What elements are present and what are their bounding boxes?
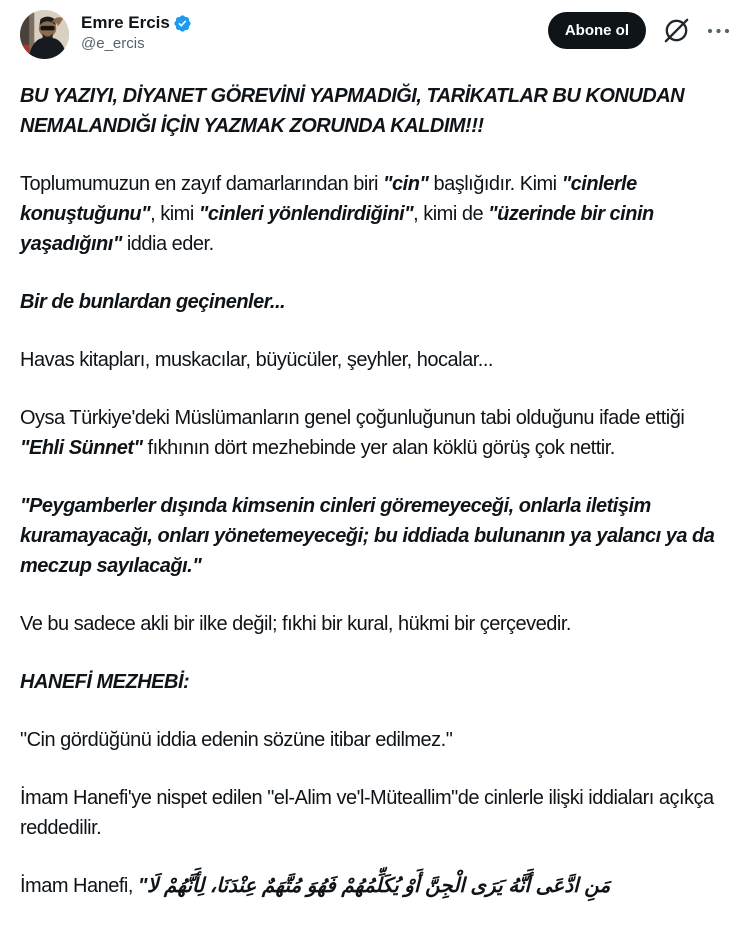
tweet-paragraph <box>20 169 730 259</box>
header-actions <box>548 10 730 49</box>
display-name[interactable]: Emre Ercis <box>81 13 170 32</box>
tweet-paragraph <box>20 783 730 843</box>
tweet-paragraph <box>20 287 730 317</box>
tweet-paragraph <box>20 725 730 755</box>
user-handle[interactable]: @e_ercis <box>81 35 145 52</box>
tweet-regular-text: iddia eder. <box>121 233 214 255</box>
tweet-header <box>20 10 730 59</box>
tweet-regular-text: , kimi de <box>413 203 489 225</box>
tweet-emphasis-text: "cin" <box>383 173 429 195</box>
tweet-paragraph <box>20 491 730 581</box>
tweet-emphasis-text: "Ehli Sünnet" <box>20 437 143 459</box>
tweet-regular-text: Toplumumuzun en zayıf damarlarından biri <box>20 173 384 195</box>
tweet-paragraph <box>20 403 730 463</box>
avatar-image <box>20 10 69 59</box>
tweet-emphasis-text: "üzerinde bir cinin yaşadığını" <box>20 203 654 255</box>
tweet-emphasis-text: BU YAZIYI, DİYANET GÖREVİNİ YAPMADIĞI, TARİKATLAR BU KONUDAN NEMALANDIĞI İÇİN YAZMAK ZORUNDA KALDIM!!! <box>20 85 685 137</box>
more-menu-icon[interactable] <box>707 28 730 34</box>
tweet-regular-text: başlığıdır. Kimi <box>428 173 562 195</box>
tweet-emphasis-text: "cinlerle konuştuğunu" <box>20 173 637 225</box>
tweet-regular-text: İmam Hanefi, <box>20 875 138 897</box>
tweet-paragraph <box>20 345 730 375</box>
tweet-regular-text: Ve bu sadece akli bir ilke değil; fıkhi bir kural, hükmi bir çerçevedir. <box>20 613 571 635</box>
tweet-text <box>20 81 730 901</box>
tweet-emphasis-text: Bir de bunlardan geçinenler... <box>20 291 286 313</box>
tweet-emphasis-text: "Peygamberler dışında kimsenin cinleri göremeyeceği, onlarla iletişim kuramayacağı, onları yönetemeyeceği; bu iddiada bulunanın ya yalancı ya da meczup sayılacağı." <box>20 495 715 577</box>
tweet-regular-text: , kimi <box>150 203 199 225</box>
user-info <box>81 10 548 54</box>
tweet-emphasis-text: "cinleri yönlendirdiğini" <box>198 203 414 225</box>
grok-icon[interactable] <box>661 15 692 46</box>
subscribe-button[interactable]: Abone ol <box>548 12 646 49</box>
tweet-paragraph <box>20 609 730 639</box>
tweet-paragraph <box>20 667 730 697</box>
tweet-regular-text: Havas kitapları, muskacılar, büyücüler, şeyhler, hocalar... <box>20 349 493 371</box>
avatar[interactable] <box>20 10 69 59</box>
tweet-emphasis-text: "مَنِ ادَّعَى أَنَّهُ يَرَى الْجِنَّ أَوْ يُكَلِّمُهُمْ فَهُوَ مُتَّهَمٌ عِنْدَنَا، لِأَنَّهُمْ لَا <box>137 875 611 897</box>
tweet-paragraph <box>20 871 730 901</box>
tweet-regular-text: Oysa Türkiye'deki Müslümanların genel çoğunluğunun tabi olduğunu ifade ettiği <box>20 407 685 429</box>
tweet-regular-text: İmam Hanefi'ye nispet edilen "el-Alim ve'l-Müteallim"de cinlerle ilişki iddiaları açıkça reddedilir. <box>20 787 714 839</box>
tweet-emphasis-text: HANEFİ MEZHEBİ: <box>20 671 190 693</box>
verified-badge-icon <box>173 14 192 33</box>
tweet-regular-text: fıkhının dört mezhebinde yer alan köklü görüş çok nettir. <box>142 437 615 459</box>
tweet-regular-text: "Cin gördüğünü iddia edenin sözüne itibar edilmez." <box>20 729 453 751</box>
tweet-paragraph <box>20 81 730 141</box>
